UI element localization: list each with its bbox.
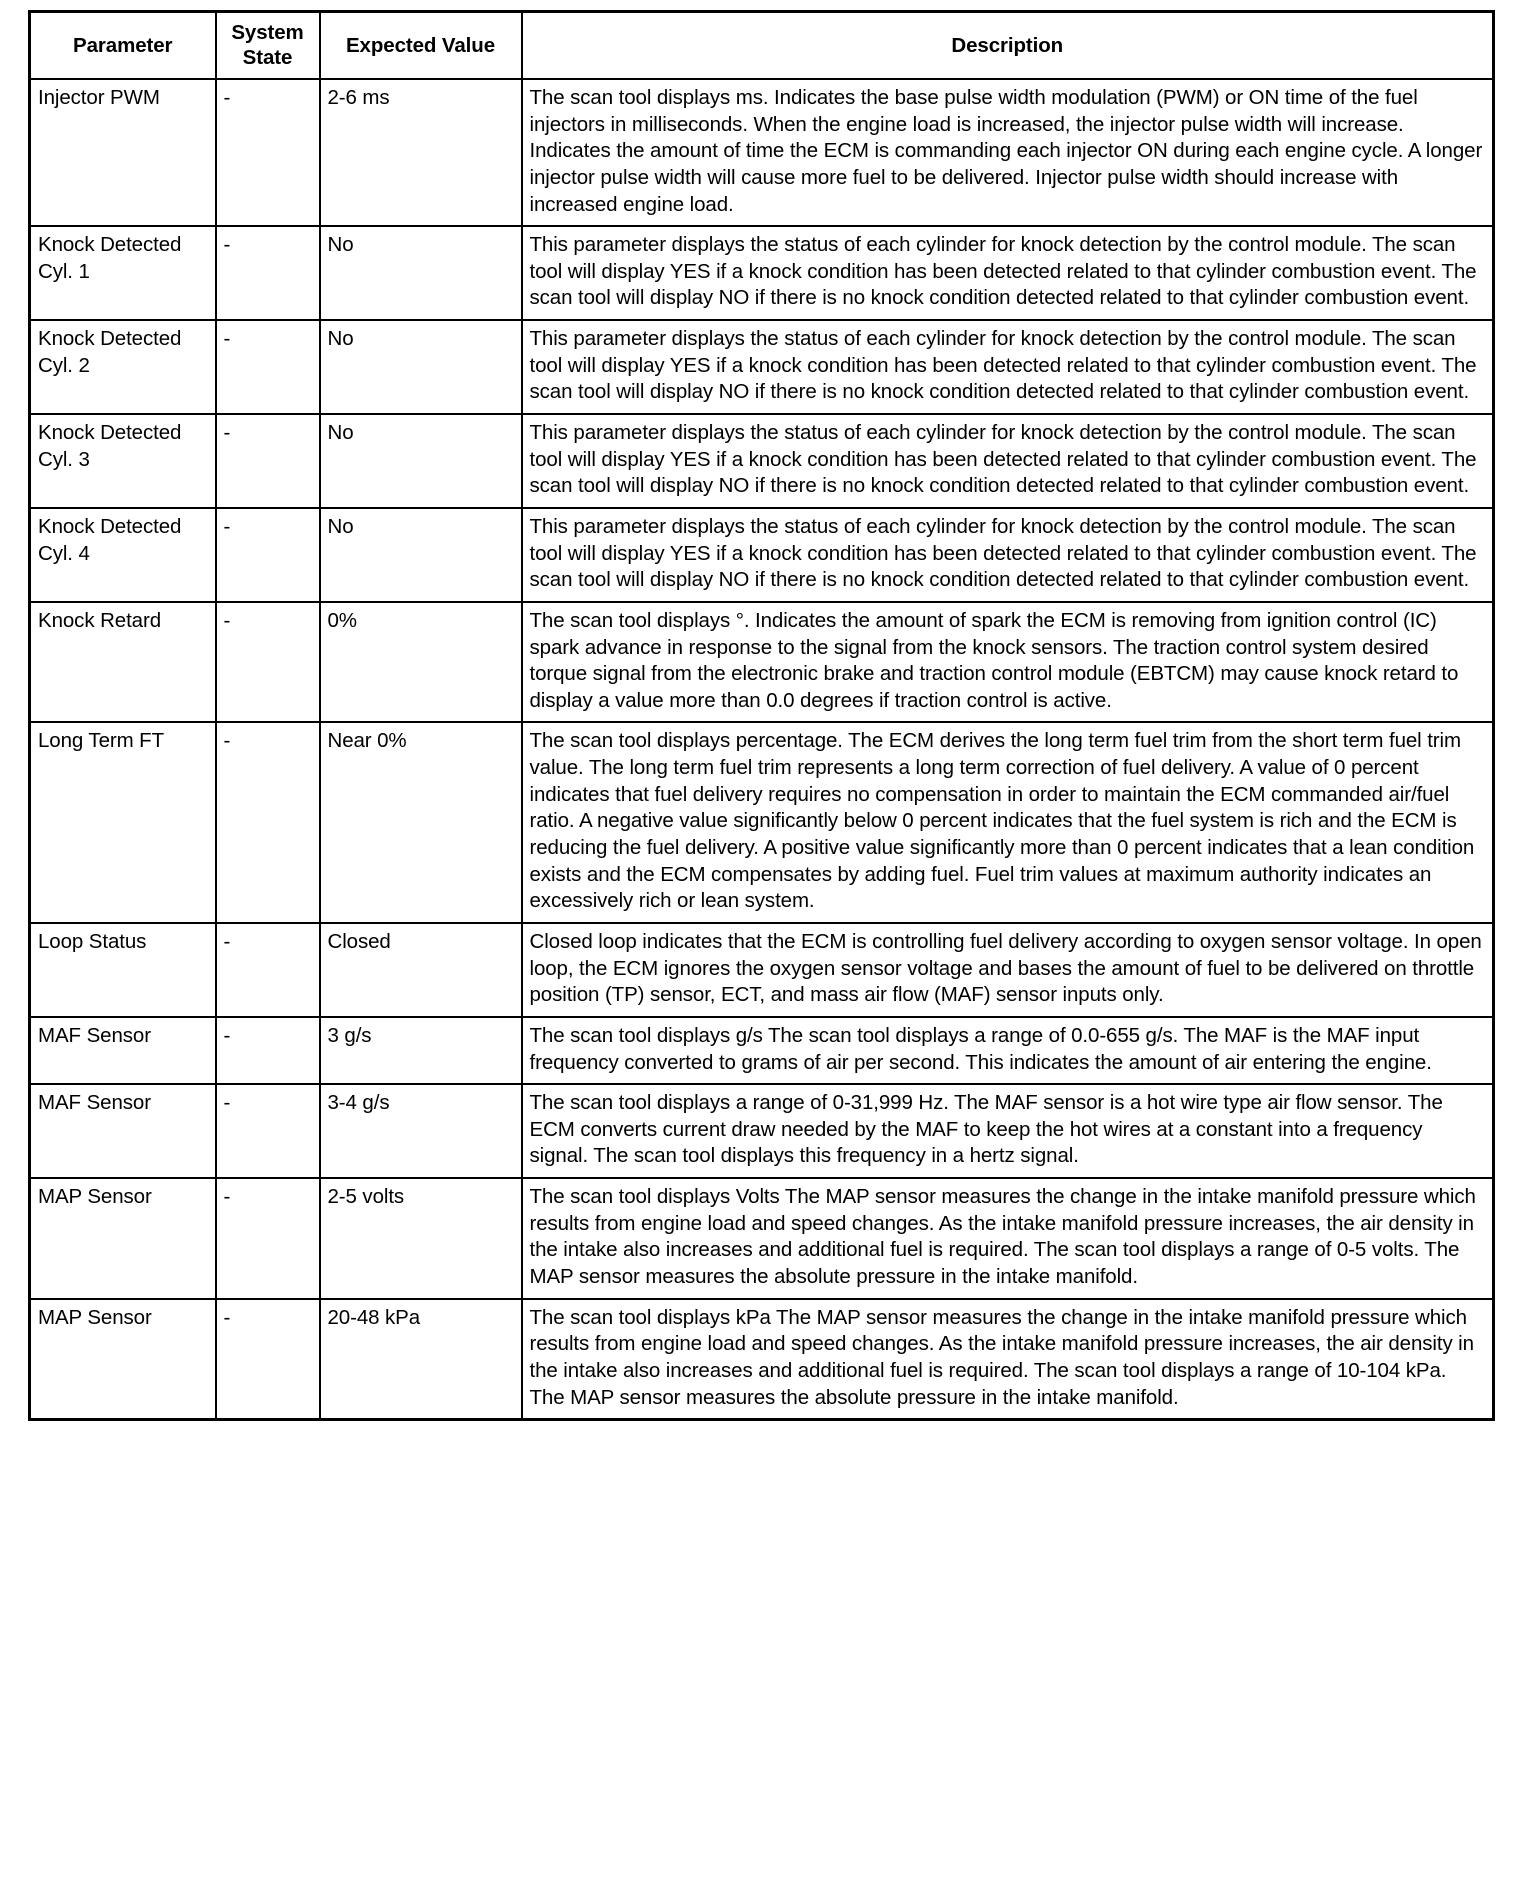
cell-expected-value: No [320, 320, 522, 414]
cell-expected-value: 20-48 kPa [320, 1299, 522, 1420]
cell-expected-value: 2-6 ms [320, 79, 522, 226]
cell-parameter: Loop Status [30, 923, 216, 1017]
cell-parameter: Knock Detected Cyl. 4 [30, 508, 216, 602]
cell-system-state: - [216, 79, 320, 226]
table-row [30, 226, 1494, 320]
table-header-row [30, 12, 1494, 80]
cell-system-state: - [216, 722, 320, 922]
table-row [30, 722, 1494, 922]
cell-system-state: - [216, 508, 320, 602]
cell-expected-value: Near 0% [320, 722, 522, 922]
table-row [30, 1084, 1494, 1178]
cell-expected-value: 3-4 g/s [320, 1084, 522, 1178]
cell-description: The scan tool displays kPa The MAP sensor measures the change in the intake manifold pressure which results from engine load and speed changes. As the intake manifold pressure increases, the air density in the intake also increases and additional fuel is required. The scan tool displays a range of 10-104 kPa. The MAP sensor measures the absolute pressure in the intake manifold. [522, 1299, 1494, 1420]
cell-system-state: - [216, 414, 320, 508]
cell-system-state: - [216, 1017, 320, 1084]
cell-system-state: - [216, 320, 320, 414]
table-header [30, 12, 1494, 80]
table-row [30, 508, 1494, 602]
cell-system-state: - [216, 1178, 320, 1299]
cell-parameter: Knock Detected Cyl. 1 [30, 226, 216, 320]
cell-expected-value: No [320, 508, 522, 602]
cell-description: The scan tool displays a range of 0-31,999 Hz. The MAF sensor is a hot wire type air flow sensor. The ECM converts current draw needed by the MAF to keep the hot wires at a constant into a frequency signal. The scan tool displays this frequency in a hertz signal. [522, 1084, 1494, 1178]
column-header-system-state: System State [216, 12, 320, 80]
cell-system-state: - [216, 1084, 320, 1178]
cell-parameter: MAF Sensor [30, 1084, 216, 1178]
cell-parameter: Knock Detected Cyl. 2 [30, 320, 216, 414]
cell-parameter: Knock Detected Cyl. 3 [30, 414, 216, 508]
cell-system-state: - [216, 923, 320, 1017]
cell-expected-value: 0% [320, 602, 522, 723]
cell-description: The scan tool displays °. Indicates the amount of spark the ECM is removing from ignition control (IC) spark advance in response to the signal from the knock sensors. The traction control system desired torque signal from the electronic brake and traction control module (EBTCM) may cause knock retard to display a value more than 0.0 degrees if traction control is active. [522, 602, 1494, 723]
column-header-description: Description [522, 12, 1494, 80]
table-row [30, 414, 1494, 508]
cell-description: This parameter displays the status of each cylinder for knock detection by the control module. The scan tool will display YES if a knock condition has been detected related to that cylinder combustion event. The scan tool will display NO if there is no knock condition detected related to that cylinder combustion event. [522, 226, 1494, 320]
table-row [30, 1017, 1494, 1084]
cell-description: This parameter displays the status of each cylinder for knock detection by the control module. The scan tool will display YES if a knock condition has been detected related to that cylinder combustion event. The scan tool will display NO if there is no knock condition detected related to that cylinder combustion event. [522, 320, 1494, 414]
cell-parameter: Knock Retard [30, 602, 216, 723]
cell-description: The scan tool displays ms. Indicates the base pulse width modulation (PWM) or ON time of the fuel injectors in milliseconds. When the engine load is increased, the injector pulse width will increase. Indicates the amount of time the ECM is commanding each injector ON during each engine cycle. A longer injector pulse width will cause more fuel to be delivered. Injector pulse width should increase with increased engine load. [522, 79, 1494, 226]
cell-expected-value: No [320, 226, 522, 320]
cell-description: The scan tool displays g/s The scan tool displays a range of 0.0-655 g/s. The MAF is the MAF input frequency converted to grams of air per second. This indicates the amount of air entering the engine. [522, 1017, 1494, 1084]
cell-expected-value: 2-5 volts [320, 1178, 522, 1299]
cell-description: This parameter displays the status of each cylinder for knock detection by the control module. The scan tool will display YES if a knock condition has been detected related to that cylinder combustion event. The scan tool will display NO if there is no knock condition detected related to that cylinder combustion event. [522, 508, 1494, 602]
cell-description: The scan tool displays Volts The MAP sensor measures the change in the intake manifold pressure which results from engine load and speed changes. As the intake manifold pressure increases, the air density in the intake also increases and additional fuel is required. The scan tool displays a range of 0-5 volts. The MAP sensor measures the absolute pressure in the intake manifold. [522, 1178, 1494, 1299]
cell-expected-value: No [320, 414, 522, 508]
column-header-expected-value: Expected Value [320, 12, 522, 80]
cell-system-state: - [216, 226, 320, 320]
table-row [30, 1178, 1494, 1299]
cell-description: This parameter displays the status of each cylinder for knock detection by the control module. The scan tool will display YES if a knock condition has been detected related to that cylinder combustion event. The scan tool will display NO if there is no knock condition detected related to that cylinder combustion event. [522, 414, 1494, 508]
cell-description: The scan tool displays percentage. The ECM derives the long term fuel trim from the short term fuel trim value. The long term fuel trim represents a long term correction of fuel delivery. A value of 0 percent indicates that fuel delivery requires no compensation in order to maintain the ECM commanded air/fuel ratio. A negative value significantly below 0 percent indicates that the fuel system is rich and the ECM is reducing the fuel delivery. A positive value significantly more than 0 percent indicates that a lean condition exists and the ECM compensates by adding fuel. Fuel trim values at maximum authority indicates an excessively rich or lean system. [522, 722, 1494, 922]
cell-description: Closed loop indicates that the ECM is controlling fuel delivery according to oxygen sensor voltage. In open loop, the ECM ignores the oxygen sensor voltage and bases the amount of fuel to be delivered on throttle position (TP) sensor, ECT, and mass air flow (MAF) sensor inputs only. [522, 923, 1494, 1017]
cell-parameter: MAF Sensor [30, 1017, 216, 1084]
cell-expected-value: Closed [320, 923, 522, 1017]
cell-expected-value: 3 g/s [320, 1017, 522, 1084]
table-row [30, 602, 1494, 723]
cell-parameter: Injector PWM [30, 79, 216, 226]
cell-parameter: MAP Sensor [30, 1178, 216, 1299]
cell-parameter: Long Term FT [30, 722, 216, 922]
table-body [30, 79, 1494, 1420]
cell-system-state: - [216, 602, 320, 723]
table-row [30, 923, 1494, 1017]
column-header-parameter: Parameter [30, 12, 216, 80]
table-row [30, 1299, 1494, 1420]
table-row [30, 320, 1494, 414]
cell-parameter: MAP Sensor [30, 1299, 216, 1420]
cell-system-state: - [216, 1299, 320, 1420]
table-row [30, 79, 1494, 226]
parameter-table [28, 10, 1495, 1421]
